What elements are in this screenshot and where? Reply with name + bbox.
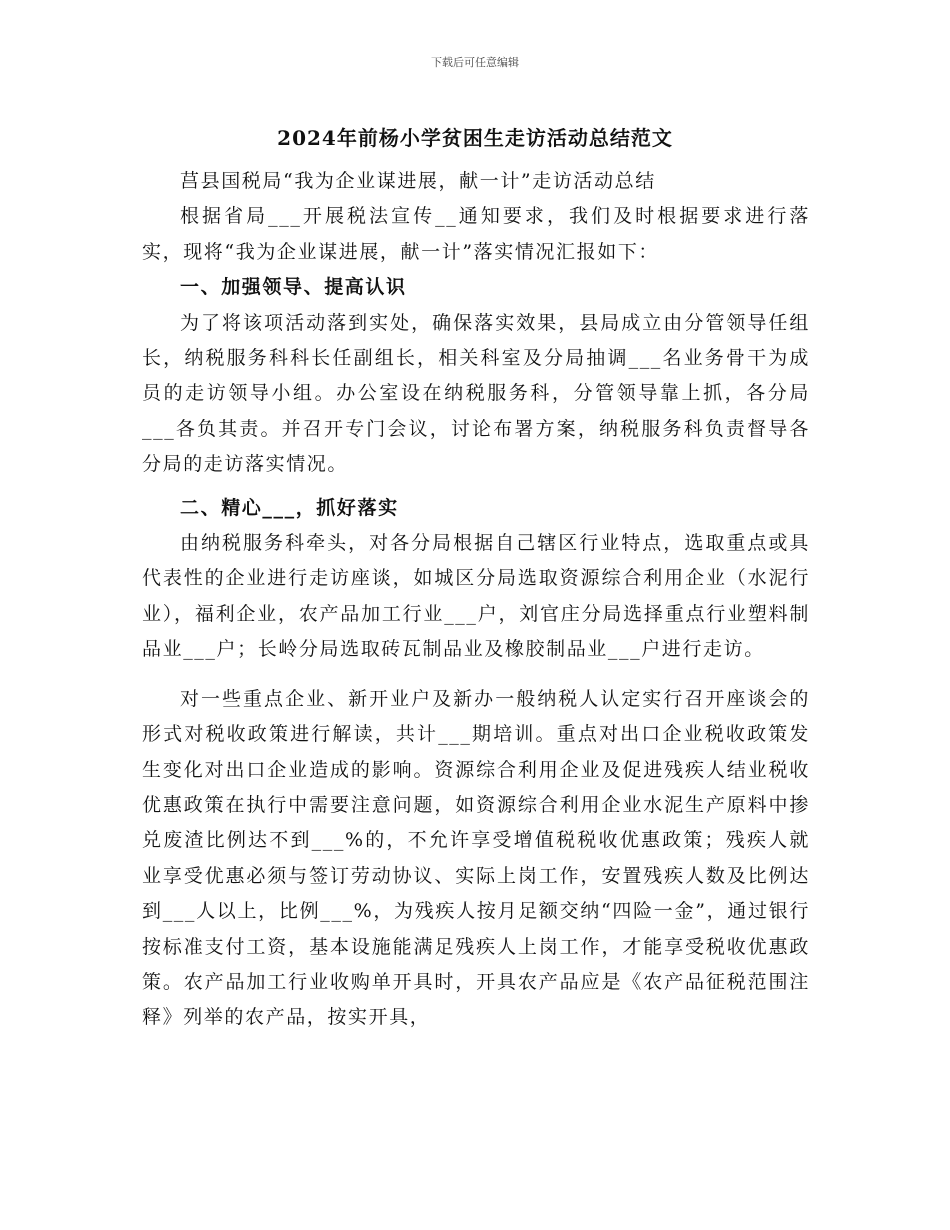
paragraph-section-2b: 对一些重点企业、新开业户及新办一般纳税人认定实行召开座谈会的形式对税收政策进行解读，共计___期培训。重点对出口企业税收政策发生变化对出口企业造成的影响。资源综合利用企业及促进残疾人结业税收优惠政策在执行中需要注意问题，如资源综合利用企业水泥生产原料中掺兑废渣比例达不到___%的，不允许享受增值税税收优惠政策；残疾人就业享受优惠必须与签订劳动协议、实际上岗工作，安置残疾人数及比例达到___人以上，比例___%，为残疾人按月足额交纳“四险一金”，通过银行按标准支付工资，基本设施能满足残疾人上岗工作，才能享受税收优惠政策。农产品加工行业收购单开具时，开具农产品应是《农产品征税范围注释》列举的农产品，按实开具， <box>142 687 810 1029</box>
document-title: 2024年前杨小学贫困生走访活动总结范文 <box>277 126 673 150</box>
paragraph-intro: 根据省局___开展税法宣传__通知要求，我们及时根据要求进行落实，现将“我为企业谋进展，献一计”落实情况汇报如下： <box>142 205 810 263</box>
page-header-note: 下载后可任意编辑 <box>431 56 519 69</box>
paragraph-section-1: 为了将该项活动落到实处，确保落实效果，县局成立由分管领导任组长，纳税服务科科长任副组长，相关科室及分局抽调___名业务骨干为成员的走访领导小组。办公室设在纳税服务科，分管领导靠上抓，各分局___各负其责。并召开专门会议，讨论布署方案，纳税服务科负责督导各分局的走访落实情况。 <box>142 311 810 476</box>
document-body <box>142 164 810 1036</box>
section-heading-2: 二、精心___，抓好落实 <box>180 496 399 519</box>
paragraph-subtitle: 莒县国税局“我为企业谋进展，献一计”走访活动总结 <box>180 170 656 192</box>
section-heading-1: 一、加强领导、提高认识 <box>180 276 407 299</box>
paragraph-section-2: 由纳税服务科牵头，对各分局根据自己辖区行业特点，选取重点或具代表性的企业进行走访座谈，如城区分局选取资源综合利用企业（水泥行业），福利企业，农产品加工行业___户，刘官庄分局选择重点行业塑料制品业___户；长岭分局选取砖瓦制品业及橡胶制品业___户进行走访。 <box>142 532 810 661</box>
